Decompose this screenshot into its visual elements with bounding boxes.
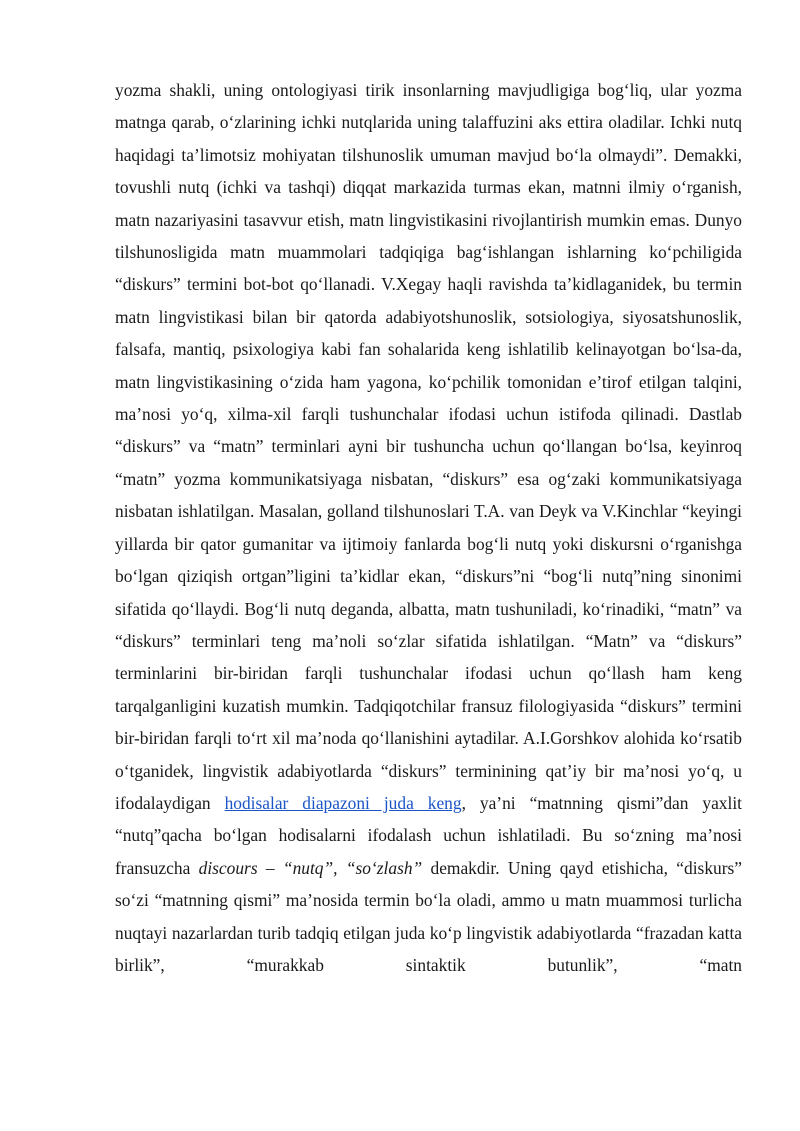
body-paragraph [115, 74, 742, 981]
italic-phrase: discours – “nutq”, “so‘zlash” [198, 857, 423, 878]
paragraph-text-part2: , ya’ni “matnning qismi”dan yaxlit “nutq”qacha bo‘lgan hodisalarni ifodalash uchun ishlatiladi. Bu so‘zning ma’nosi fransuzcha [115, 792, 742, 878]
paragraph-text-part3: demakdir. Uning qayd etishicha, “diskurs” so‘zi “matnning qismi” ma’nosida termin bo‘la oladi, ammo u matn muammosi turlicha nuqtayi nazarlardan turib tadqiq etilgan juda ko‘p lingvistik adabiyotlarda “frazadan katta birlik”, “murakkab sintaktik butunlik”, “matn [115, 857, 742, 975]
paragraph-text-part1: yozma shakli, uning ontologiyasi tirik insonlarning mavjudligiga bog‘liq, ular yozma matnga qarab, o‘zlarining ichki nutqlarida uning talaffuzini aks ettira oladilar. Ichki nutq haqidagi ta’limotsiz mohiyatan tilshunoslik umuman mavjud bo‘la olmaydi”. Demakki, tovushli nutq (ichki va tashqi) diqqat markazida turmas ekan, matnni ilmiy o‘rganish, matn nazariyasini tasavvur etish, matn lingvistikasini rivojlantirish mumkin emas. Dunyo tilshunosligida matn muammolari tadqiqiga bag‘ishlangan ishlarning ko‘pchiligida “diskurs” termini bot-bot qo‘llanadi. V.Xegay haqli ravishda ta’kidlaganidek, bu termin matn lingvistikasi bilan bir qatorda adabiyotshunoslik, sotsiologiya, siyosatshunoslik, falsafa, mantiq, psixologiya kabi fan sohalarida keng ishlatilib kelinayotgan bo‘lsa-da, matn lingvistikasining o‘zida ham yagona, ko‘pchilik tomonidan e’tirof etilgan talqini, ma’nosi yo‘q, xilma-xil farqli tushunchalar ifodasi uchun istifoda qilinadi. Dastlab “diskurs” va “matn” terminlari ayni bir tushuncha uchun qo‘llangan bo‘lsa, keyinroq “matn” yozma kommunikatsiyaga nisbatan, “diskurs” esa og‘zaki kommunikatsiyaga nisbatan ishlatilgan. Masalan, golland tilshunoslari T.A. van Deyk va V.Kinchlar “keyingi yillarda bir qator gumanitar va ijtimoiy fanlarda bog‘li nutq yoki diskursni o‘rganishga bo‘lgan qiziqish ortgan”ligini ta’kidlar ekan, “diskurs”ni “bog‘li nutq”ning sinonimi sifatida qo‘llaydi. Bog‘li nutq deganda, albatta, matn tushuniladi, ko‘rinadiki, “matn” va “diskurs” terminlari teng ma’noli so‘zlar sifatida ishlatilgan. “Matn” va “diskurs” terminlarini bir-biridan farqli tushunchalar ifodasi uchun qo‘llash ham keng tarqalganligini kuzatish mumkin. Tadqiqotchilar fransuz filologiyasida “diskurs” termini bir-biridan farqli to‘rt xil ma’noda qo‘llanishini aytadilar. A.I.Gorshkov alohida ko‘rsatib o‘tganidek, lingvistik adabiyotlarda “diskurs” terminining qat’iy bir ma’nosi yo‘q, u ifodalaydigan [115, 80, 742, 813]
hodisalar-link[interactable]: hodisalar diapazoni juda keng [224, 792, 462, 813]
document-page [115, 74, 742, 981]
